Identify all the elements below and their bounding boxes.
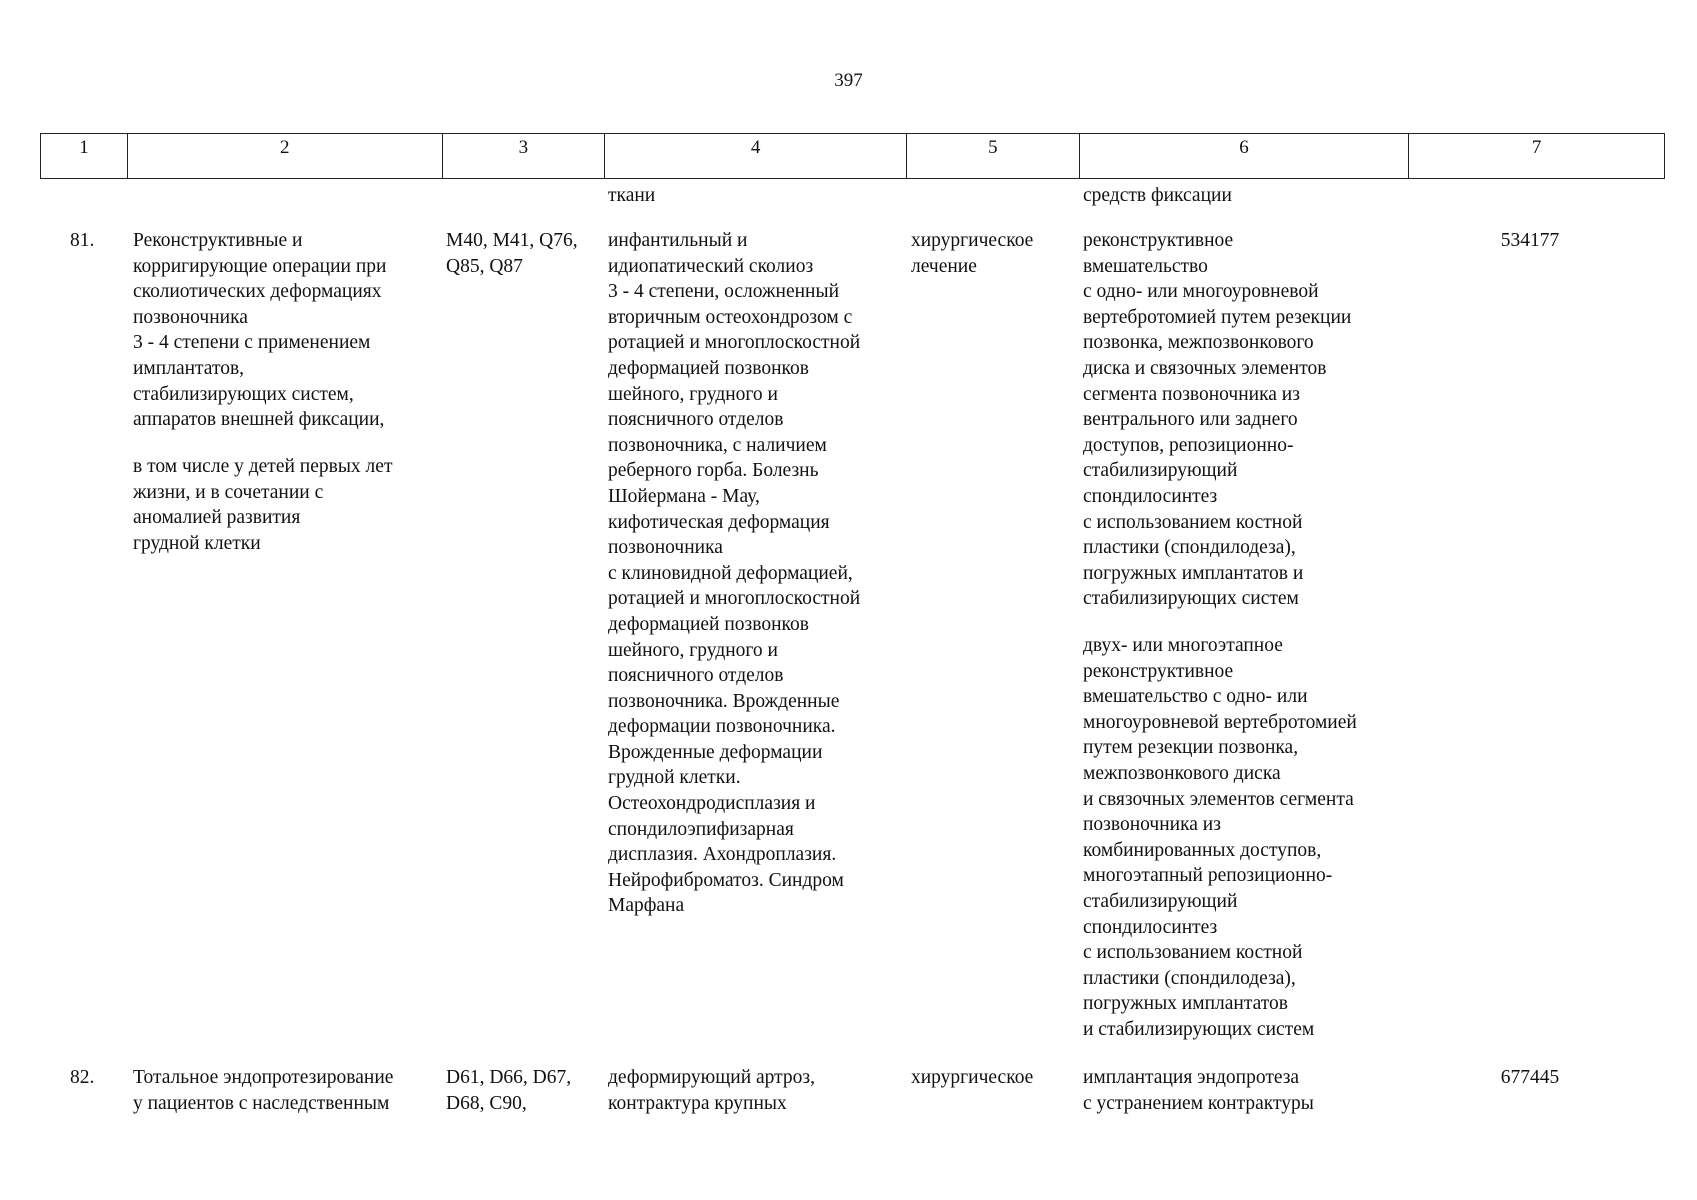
row-81-number: 81.	[70, 230, 95, 251]
row-81-name-continued: в том числе у детей первых лет жизни, и в сочетании с аномалией развития грудной клетки	[133, 456, 393, 554]
continuation-method: средств фиксации	[1083, 185, 1232, 206]
table-header	[40, 133, 1665, 179]
row-82-number: 82.	[70, 1067, 95, 1088]
continuation-diagnosis: ткани	[608, 185, 656, 206]
header-col-3: 3	[443, 134, 606, 178]
row-82-treatment: хирургическое	[911, 1067, 1034, 1088]
header-col-6: 6	[1080, 134, 1410, 178]
header-col-4: 4	[605, 134, 907, 178]
row-81-amount: 534177	[1500, 230, 1560, 251]
row-82-method: имплантация эндопротеза с устранением контрактуры	[1083, 1067, 1314, 1114]
row-81-diagnosis: инфантильный и идиопатический сколиоз 3 - 4 степени, осложненный вторичным остеохондрозом с ротацией и многоплоскостной деформацией позвонков шейного, грудного и поясничного отделов позвоночника, с наличием реберного горба. Болезнь Шойермана - Мау, кифотическая деформация позвоночника с клиновидной деформацией, ротацией и многоплоскостной деформацией позвонков шейного, грудного и поясничного отделов позвоночника. Врожденные деформации позвоночника. Врожденные деформации грудной клетки. Остеохондродисплазия и спондилоэпифизарная дисплазия. Ахондроплазия. Нейрофиброматоз. Синдром Марфана	[608, 230, 861, 917]
page-number: 397	[834, 70, 863, 91]
row-81-method-alternative: двух- или многоэтапное реконструктивное вмешательство с одно- или многоуровневой вертебротомией путем резекции позвонка, межпозвонкового диска и связочных элементов сегмента позвоночника из комбинированных доступов, многоэтапный репозиционно- стабилизирующий спондилосинтез с использованием костной пластики (спондилодеза), погружных имплантатов и стабилизирующих систем	[1083, 635, 1357, 1040]
header-col-5: 5	[907, 134, 1080, 178]
row-82-name: Тотальное эндопротезирование у пациентов с наследственным	[133, 1067, 394, 1114]
row-81-method: реконструктивное вмешательство с одно- или многоуровневой вертебротомией путем резекции позвонка, межпозвонкового диска и связочных элементов сегмента позвоночника из вентрального или заднего доступов, репозиционно- стабилизирующий спондилосинтез с использованием костной пластики (спондилодеза), погружных имплантатов и стабилизирующих систем	[1083, 230, 1352, 610]
row-81-treatment: хирургическое лечение	[911, 230, 1034, 277]
row-81-name: Реконструктивные и корригирующие операции при сколиотических деформациях позвоночника 3 - 4 степени с применением имплантатов, стабилизирующих систем, аппаратов внешней фиксации,	[133, 230, 387, 431]
header-col-1: 1	[41, 134, 128, 178]
header-col-2: 2	[128, 134, 443, 178]
row-81-codes: M40, M41, Q76, Q85, Q87	[446, 230, 578, 277]
header-col-7: 7	[1531, 137, 1542, 158]
row-82-amount: 677445	[1500, 1067, 1560, 1088]
row-82-codes: D61, D66, D67, D68, C90,	[446, 1067, 572, 1114]
row-82-diagnosis: деформирующий артроз, контрактура крупных	[608, 1067, 815, 1114]
